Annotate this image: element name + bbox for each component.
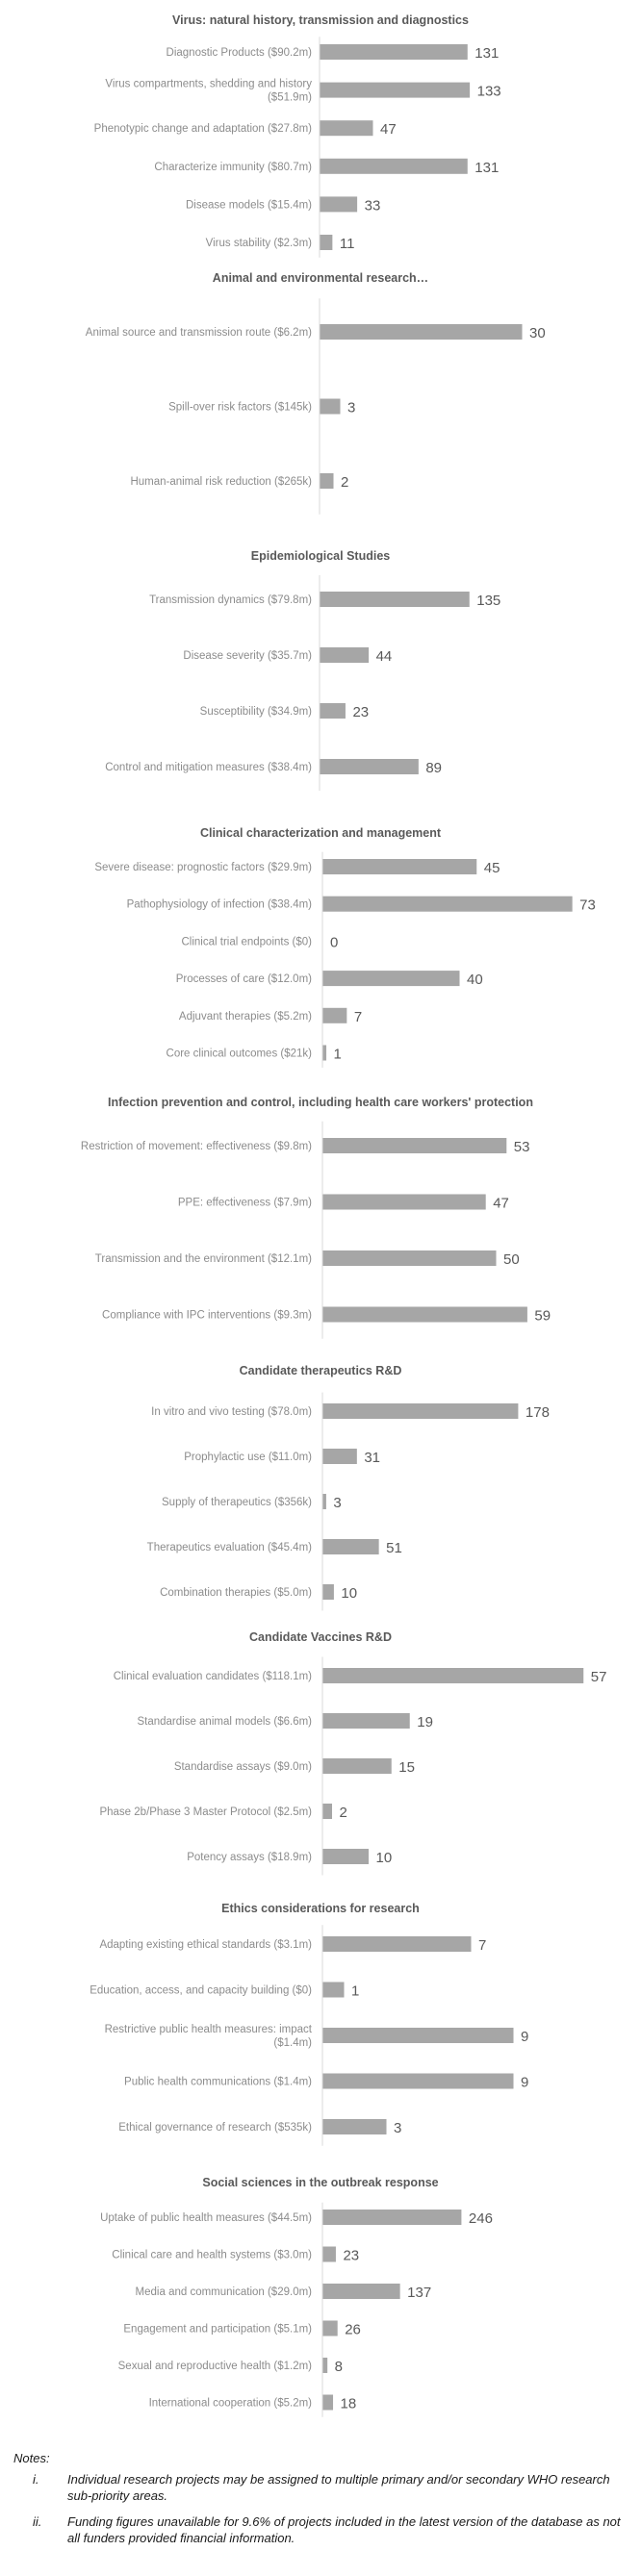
bar: [323, 2284, 400, 2299]
bar: [323, 1713, 410, 1729]
chart-panel: [81, 1096, 551, 1339]
category-label: Human-animal risk reduction ($265k): [130, 476, 312, 488]
category-label: Processes of care ($12.0m): [175, 973, 312, 986]
data-label: 1: [351, 1983, 360, 2000]
category-label: Disease severity ($35.7m): [183, 650, 312, 662]
chart-panel: [94, 826, 595, 1068]
data-label: 10: [375, 1850, 393, 1866]
data-label: 0: [330, 934, 339, 951]
bar: [323, 1449, 357, 1464]
bar: [323, 2358, 328, 2373]
category-label: Potency assays ($18.9m): [187, 1852, 312, 1863]
data-label: 50: [503, 1251, 520, 1268]
bar: [323, 897, 573, 912]
data-label: 7: [478, 1937, 487, 1954]
data-label: 246: [468, 2210, 493, 2227]
note-item: [13, 2471, 629, 2504]
category-label: Therapeutics evaluation ($45.4m): [146, 1542, 312, 1553]
data-label: 40: [467, 972, 483, 989]
data-label: 31: [364, 1450, 381, 1466]
data-label: 3: [333, 1495, 342, 1511]
data-label: 1: [333, 1046, 342, 1063]
bar: [323, 1758, 392, 1774]
category-label: Susceptibility ($34.9m): [199, 706, 312, 718]
data-label: 47: [379, 121, 397, 139]
notes-heading: Notes:: [13, 2451, 50, 2465]
bar: [320, 647, 370, 663]
chart-title: Ethics considerations for research: [221, 1902, 420, 1915]
data-label: 7: [353, 1008, 363, 1025]
category-label: Diagnostic Products ($90.2m): [166, 47, 312, 59]
bar: [323, 1307, 527, 1323]
chart-title: Epidemiological Studies: [250, 549, 391, 563]
category-label: Severe disease: prognostic factors ($29.9m): [94, 862, 312, 873]
chart-title: Virus: natural history, transmission and diagnostics: [172, 13, 469, 27]
category-label: Pathophysiology of infection ($38.4m): [126, 898, 312, 911]
data-label: 9: [521, 2074, 529, 2091]
bar: [323, 1494, 326, 1509]
bar: [323, 1138, 507, 1153]
bar: [323, 2119, 387, 2134]
data-label: 178: [525, 1404, 550, 1421]
data-label: 44: [375, 648, 393, 665]
category-label: Supply of therapeutics ($356k): [162, 1497, 312, 1508]
category-label: Restriction of movement: effectiveness ($9.8m): [80, 1141, 312, 1152]
note-item: [13, 2513, 629, 2546]
category-label: Core clinical outcomes ($21k): [166, 1048, 312, 1060]
category-label: Standardise animal models ($6.6m): [137, 1716, 312, 1728]
bar: [323, 1983, 345, 1998]
category-label: Prophylactic use ($11.0m): [184, 1452, 312, 1463]
category-label: Virus stability ($2.3m): [205, 238, 312, 249]
chart-title: Candidate therapeutics R&D: [239, 1364, 402, 1377]
data-label: 23: [343, 2247, 360, 2264]
category-label: Characterize immunity ($80.7m): [154, 161, 312, 173]
bar: [323, 971, 460, 986]
data-label: 2: [341, 474, 349, 491]
bar: [323, 2028, 514, 2043]
category-label: Ethical governance of research ($535k): [118, 2122, 312, 2134]
bar: [323, 2395, 334, 2411]
data-label: 3: [347, 399, 356, 417]
bar: [323, 1195, 486, 1210]
data-label: 26: [345, 2321, 361, 2338]
bar: [320, 83, 471, 98]
notes: [13, 2451, 629, 2556]
category-label: Restrictive public health measures: impact ($1.4m): [104, 2024, 312, 2049]
chart-title: Animal and environmental research…: [212, 271, 429, 285]
data-label: 51: [386, 1540, 402, 1556]
category-label: Transmission dynamics ($79.8m): [149, 594, 312, 606]
bar: [320, 120, 373, 136]
bar: [320, 159, 468, 174]
data-label: 2: [339, 1805, 347, 1821]
category-label: PPE: effectiveness ($7.9m): [177, 1197, 312, 1209]
data-label: 45: [483, 860, 500, 876]
bar: [320, 399, 341, 415]
data-label: 19: [417, 1714, 433, 1730]
bar: [323, 1936, 472, 1952]
note-text: Funding figures unavailable for 9.6% of projects included in the latest version of the database as not all funders provided financial information.: [67, 2514, 621, 2545]
note-number: ii.: [33, 2514, 42, 2529]
category-label: Adapting existing ethical standards ($3.1m): [99, 1939, 312, 1951]
data-label: 73: [579, 897, 596, 914]
chart-panel: [90, 1902, 528, 2146]
category-label: Compliance with IPC interventions ($9.3m): [102, 1309, 312, 1322]
category-label: Control and mitigation measures ($38.4m): [105, 762, 312, 773]
bar: [323, 1008, 347, 1023]
bar: [323, 1250, 497, 1266]
chart-panel: [105, 549, 500, 791]
bar: [323, 1046, 327, 1061]
data-label: 53: [513, 1139, 530, 1155]
bar: [323, 859, 477, 874]
chart-title: Clinical characterization and management: [199, 826, 442, 840]
bar: [323, 2247, 336, 2262]
data-label: 8: [334, 2359, 344, 2375]
note-text: Individual research projects may be assigned to multiple primary and/or secondary WHO research sub-priority areas.: [67, 2472, 610, 2503]
category-label: Phenotypic change and adaptation ($27.8m): [93, 123, 312, 136]
category-label: Education, access, and capacity building ($0): [90, 1984, 312, 1997]
chart-panel: [86, 271, 546, 515]
data-label: 135: [476, 593, 501, 609]
data-label: 11: [339, 236, 355, 252]
bar: [323, 1403, 519, 1419]
bar: [320, 44, 468, 60]
category-label: Public health communications ($1.4m): [124, 2076, 312, 2088]
data-label: 131: [474, 159, 500, 176]
chart-title: Infection prevention and control, including health care workers' protection: [108, 1096, 533, 1109]
data-label: 9: [521, 2029, 529, 2045]
bar: [323, 1539, 379, 1554]
data-label: 47: [493, 1195, 509, 1212]
bar: [320, 759, 419, 774]
chart-panel: [100, 2176, 493, 2417]
category-label: Media and communication ($29.0m): [135, 2286, 312, 2298]
category-label: Combination therapies ($5.0m): [160, 1587, 312, 1599]
chart-panel: [147, 1364, 550, 1611]
data-label: 131: [474, 45, 500, 62]
bar: [323, 2074, 514, 2089]
data-label: 133: [476, 83, 501, 100]
chart-title: Candidate Vaccines R&D: [249, 1630, 392, 1644]
category-label: Uptake of public health measures ($44.5m): [100, 2212, 312, 2224]
category-label: Clinical care and health systems ($3.0m): [112, 2249, 312, 2261]
data-label: 23: [352, 704, 370, 720]
category-label: Virus compartments, shedding and history ($51.9m): [105, 78, 312, 104]
data-label: 15: [398, 1759, 415, 1776]
category-label: Standardise assays ($9.0m): [173, 1761, 312, 1773]
data-label: 89: [425, 760, 443, 776]
category-label: Transmission and the environment ($12.1m): [94, 1253, 312, 1265]
bar: [323, 2210, 462, 2225]
bar: [323, 1584, 334, 1600]
category-label: Sexual and reproductive health ($1.2m): [117, 2361, 312, 2372]
bar: [323, 2321, 338, 2336]
data-label: 59: [534, 1307, 551, 1325]
bar: [323, 1849, 370, 1864]
bar: [320, 196, 358, 212]
bar: [320, 592, 470, 607]
data-label: 57: [590, 1669, 607, 1685]
category-label: Clinical trial endpoints ($0): [181, 936, 312, 948]
data-label: 30: [529, 325, 546, 341]
data-label: 18: [340, 2395, 357, 2412]
data-label: 137: [407, 2285, 432, 2301]
chart-panel: [99, 1630, 606, 1876]
note-number: i.: [33, 2472, 39, 2487]
category-label: Engagement and participation ($5.1m): [123, 2323, 312, 2336]
category-label: Phase 2b/Phase 3 Master Protocol ($2.5m): [99, 1806, 312, 1818]
chart-title: Social sciences in the outbreak response: [202, 2176, 439, 2189]
data-label: 3: [394, 2120, 402, 2136]
data-label: 10: [341, 1585, 358, 1602]
chart-panel: [94, 13, 501, 258]
category-label: Spill-over risk factors ($145k): [168, 401, 312, 414]
category-label: Disease models ($15.4m): [185, 199, 312, 212]
bar: [320, 235, 333, 250]
data-label: 33: [364, 197, 381, 215]
bar: [323, 1804, 333, 1819]
bar: [320, 324, 523, 340]
bar: [323, 1668, 584, 1683]
bar: [320, 473, 334, 489]
category-label: Animal source and transmission route ($6.2m): [85, 327, 312, 339]
category-label: In vitro and vivo testing ($78.0m): [151, 1406, 312, 1418]
category-label: Adjuvant therapies ($5.2m): [178, 1010, 312, 1023]
category-label: International cooperation ($5.2m): [148, 2397, 312, 2410]
category-label: Clinical evaluation candidates ($118.1m): [113, 1671, 312, 1682]
bar: [320, 703, 346, 719]
